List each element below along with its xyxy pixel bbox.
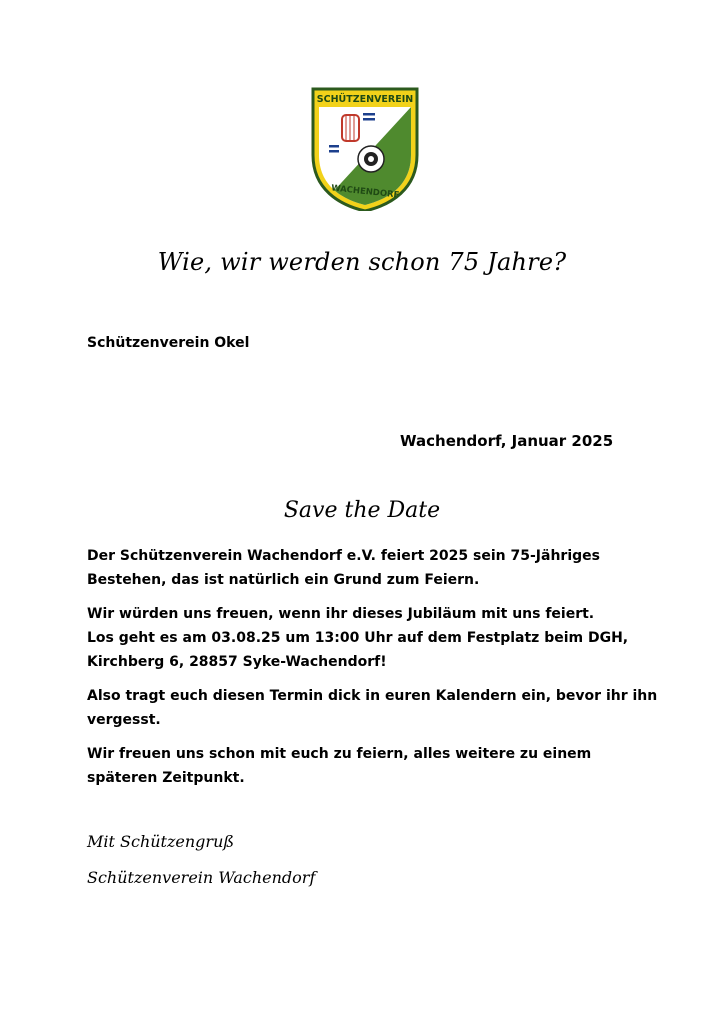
closing-signature: Schützenverein Wachendorf [87, 868, 316, 887]
paragraph-line: Los geht es am 03.08.25 um 13:00 Uhr auf dem Festplatz beim DGH, [87, 630, 629, 646]
logo-bottom-text: WACHENDORF [330, 183, 400, 201]
closing-greeting: Mit Schützengruß [87, 832, 235, 851]
club-logo [309, 85, 421, 211]
save-the-date-heading: Save the Date [283, 498, 441, 523]
paragraph [87, 602, 667, 674]
paragraph-line: Wir freuen uns schon mit euch zu feiern, alles weitere zu einem [87, 746, 592, 762]
recipient: Schützenverein Okel [87, 335, 250, 351]
paragraph-line: Wir würden uns freuen, wenn ihr dieses Jubiläum mit uns feiert. [87, 606, 595, 622]
paragraph-line: Also tragt euch diesen Termin dick in euren Kalendern ein, bevor ihr ihn [87, 688, 658, 704]
paragraph [87, 684, 667, 732]
club-crest-icon [309, 85, 421, 211]
headline: Wie, wir werden schon 75 Jahre? [157, 248, 567, 276]
paragraph-line: vergesst. [87, 712, 161, 728]
paragraph [87, 742, 667, 790]
letter-body [87, 544, 667, 800]
date-line: Wachendorf, Januar 2025 [400, 432, 614, 450]
paragraph [87, 544, 667, 592]
paragraph-line: Kirchberg 6, 28857 Syke-Wachendorf! [87, 654, 387, 670]
paragraph-line: späteren Zeitpunkt. [87, 770, 245, 786]
paragraph-line: Der Schützenverein Wachendorf e.V. feiert 2025 sein 75-Jähriges [87, 548, 600, 564]
paragraph-line: Bestehen, das ist natürlich ein Grund zum Feiern. [87, 572, 480, 588]
logo-top-text: SCHÜTZENVEREIN [316, 94, 414, 105]
